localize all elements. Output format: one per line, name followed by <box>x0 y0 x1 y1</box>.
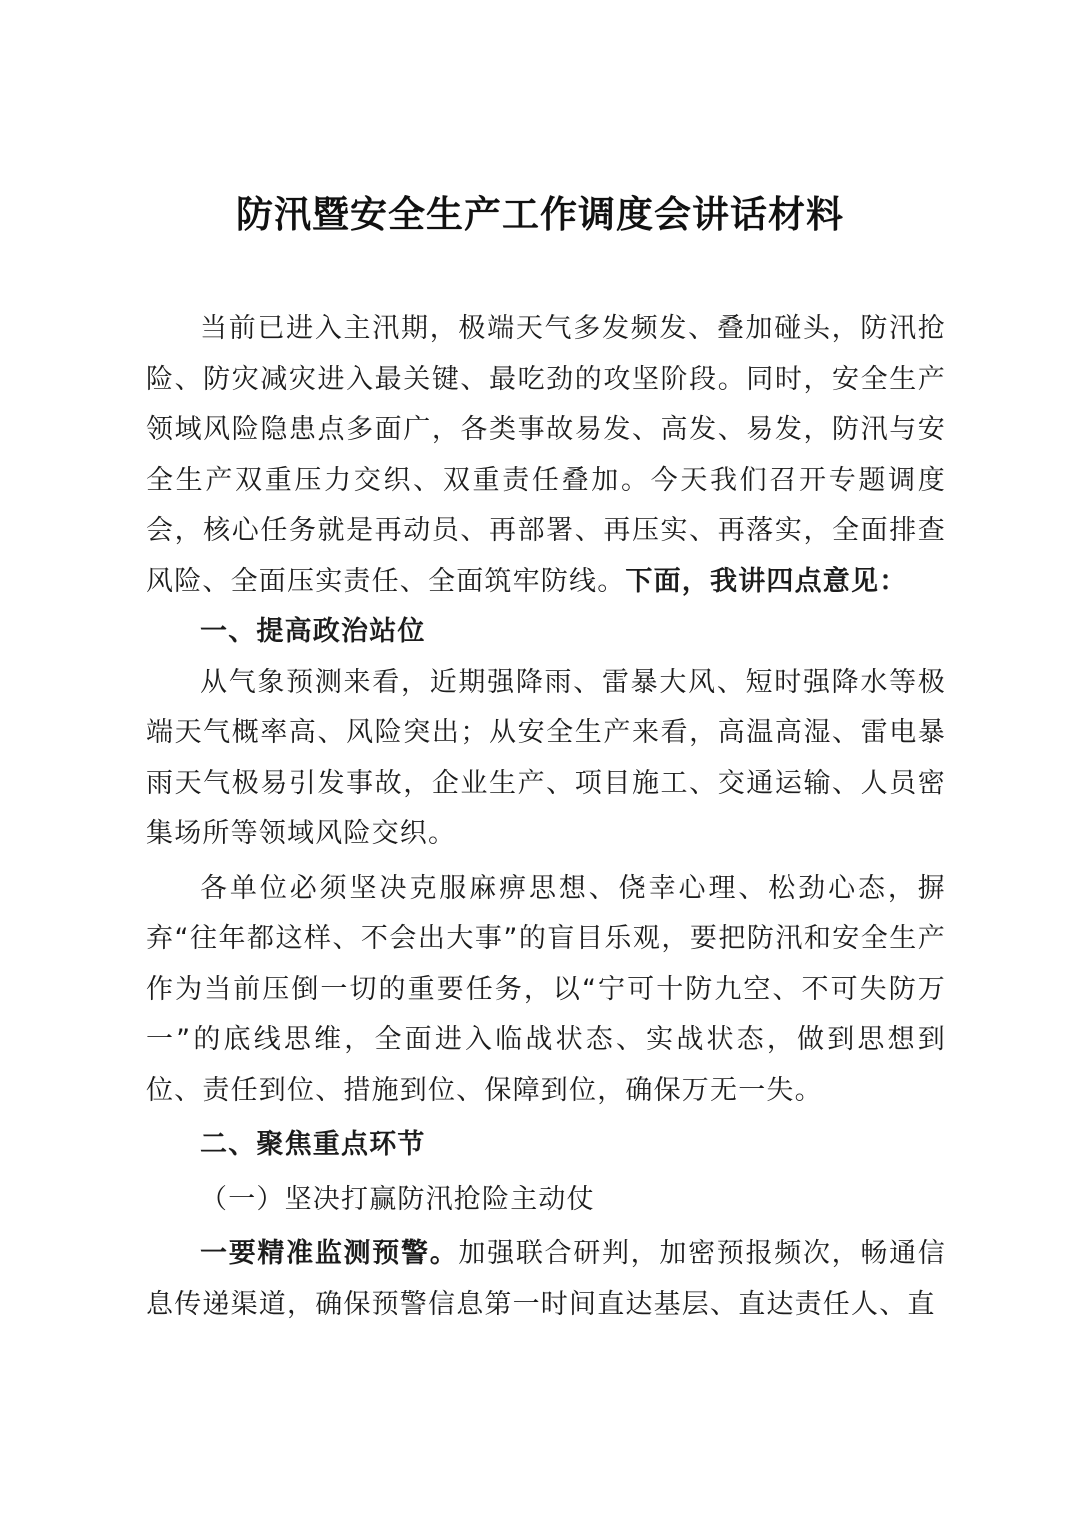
document-body <box>146 304 946 1330</box>
item1-bold-lead: 一要精准监测预警。 <box>200 1238 459 1269</box>
document-title: 防汛暨安全生产工作调度会讲话材料 <box>236 192 844 236</box>
section1-paragraph2: 各单位必须坚决克服麻痹思想、侥幸心理、松劲心态，摒弃“往年都这样、不会出大事”的盲目乐观，要把防汛和安全生产作为当前压倒一切的重要任务，以“宁可十防九空、不可失防万一”的底线思维，全面进入临战状态、实战状态，做到思想到位、责任到位、措施到位、保障到位，确保万无一失。 <box>146 872 946 1106</box>
section1-paragraph1: 从气象预测来看，近期强降雨、雷暴大风、短时强降水等极端天气概率高、风险突出；从安全生产来看，高温高湿、雷电暴雨天气极易引发事故，企业生产、项目施工、交通运输、人员密集场所等领域风险交织。 <box>146 666 946 849</box>
section2-subheading: （一）坚决打赢防汛抢险主动仗 <box>200 1183 595 1215</box>
section1-heading: 一、提高政治站位 <box>200 616 426 647</box>
intro-bold-tail: 下面，我讲四点意见： <box>625 565 908 597</box>
intro-text: 当前已进入主汛期，极端天气多发频发、叠加碰头，防汛抢险、防灾减灾进入最关键、最吃劲的攻坚阶段。同时，安全生产领域风险隐患点多面广，各类事故易发、高发、易发，防汛与安全生产双重压力交织、双重责任叠加。今天我们召开专题调度会，核心任务就是再动员、再部署、再压实、再落实，全面排查风险、全面压实责任、全面筑牢防线。 <box>146 313 946 597</box>
section2-heading: 二、聚焦重点环节 <box>200 1129 426 1160</box>
section2-item1 <box>146 1229 946 1330</box>
intro-paragraph <box>146 304 946 607</box>
item1-text: 加强联合研判，加密预报频次，畅通信息传递渠道，确保预警信息第一时间直达基层、直达责任人、直 <box>146 1238 946 1320</box>
